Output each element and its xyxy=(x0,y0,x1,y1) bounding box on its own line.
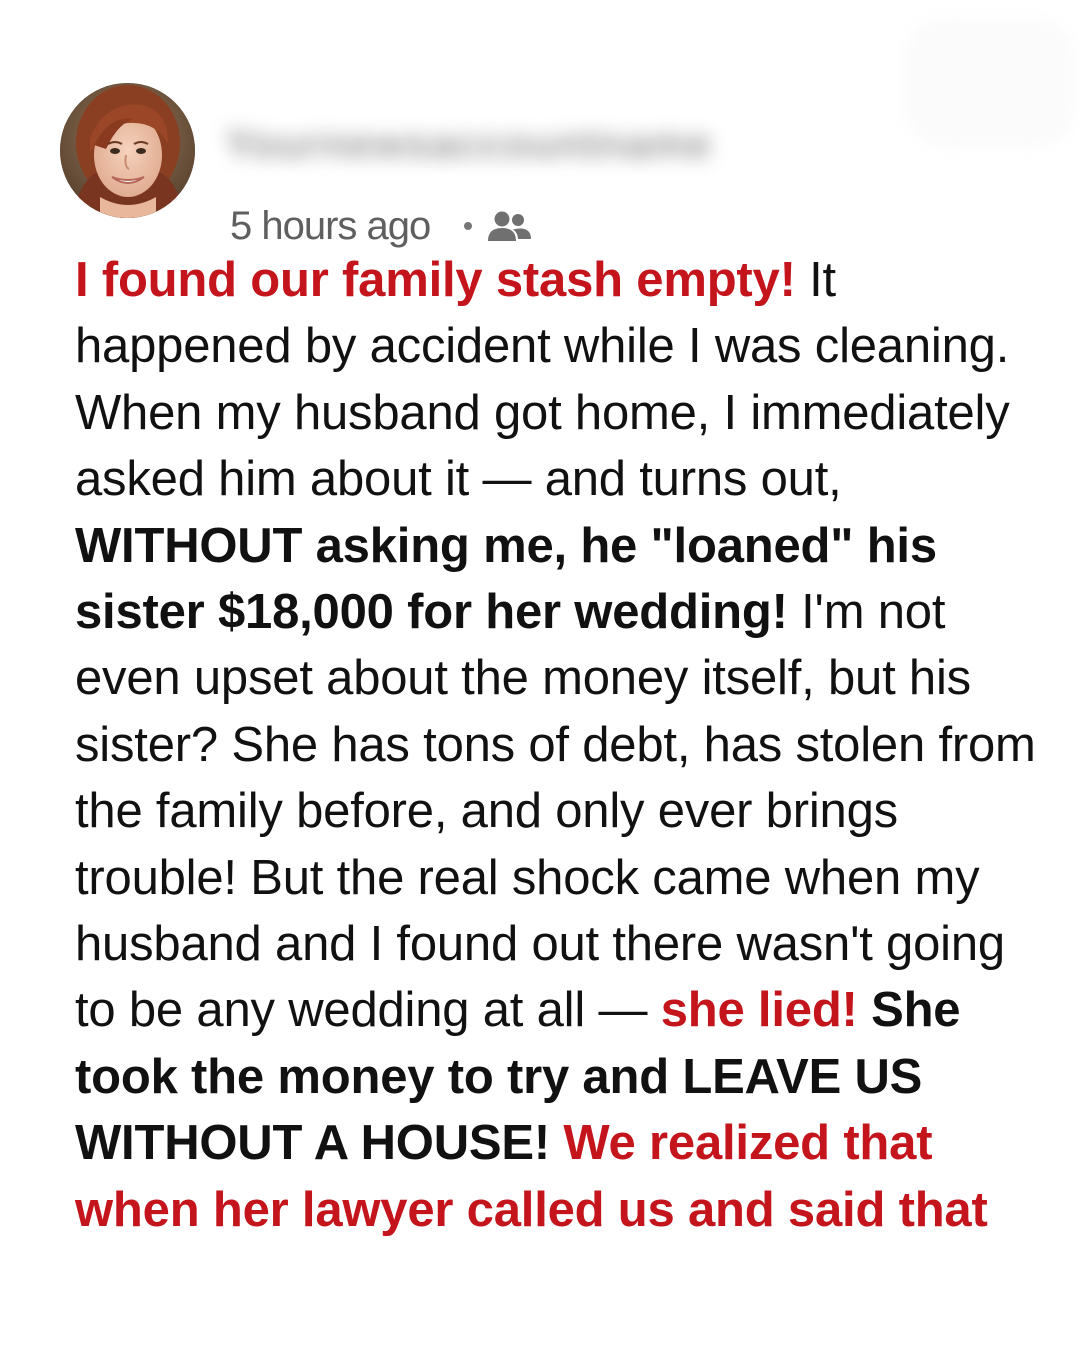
friends-icon[interactable] xyxy=(486,209,532,243)
author-name-text: Yournewsaccountname xyxy=(225,120,713,167)
body-space-2 xyxy=(550,1116,563,1170)
headline-red: I found our family stash empty! xyxy=(75,253,796,307)
timestamp[interactable]: 5 hours ago xyxy=(230,203,431,248)
post-meta xyxy=(230,203,532,249)
post-body xyxy=(75,247,1045,1243)
friends-icon-glyph xyxy=(486,209,532,243)
red-text-lied: she lied! xyxy=(660,983,858,1038)
avatar[interactable] xyxy=(60,83,195,218)
body-text-2: I'm not even upset about the money itself, but his sister? She has tons of debt, has stolen from the family before, and only ever brings trouble! But the real shock came when my husband and I found out there wasn't going to be any wedding at all — xyxy=(75,585,1036,1038)
red-text-realized: We realized that when her lawyer called us and said that xyxy=(75,1116,988,1237)
body-space-1 xyxy=(858,983,871,1037)
separator-dot xyxy=(464,222,472,230)
bold-text-1: WITHOUT asking me, he "loaned" his sister $18,000 for her wedding! xyxy=(75,518,937,640)
avatar-image xyxy=(60,83,195,218)
bold-text-2: She took the money to try and LEAVE US WITHOUT A HOUSE! xyxy=(75,983,961,1171)
corner-overlay xyxy=(905,18,1075,148)
body-text-1: It happened by accident while I was cleaning. When my husband got home, I immediately asked him about it — and turns out, xyxy=(75,253,1010,507)
author-name[interactable] xyxy=(225,122,712,166)
